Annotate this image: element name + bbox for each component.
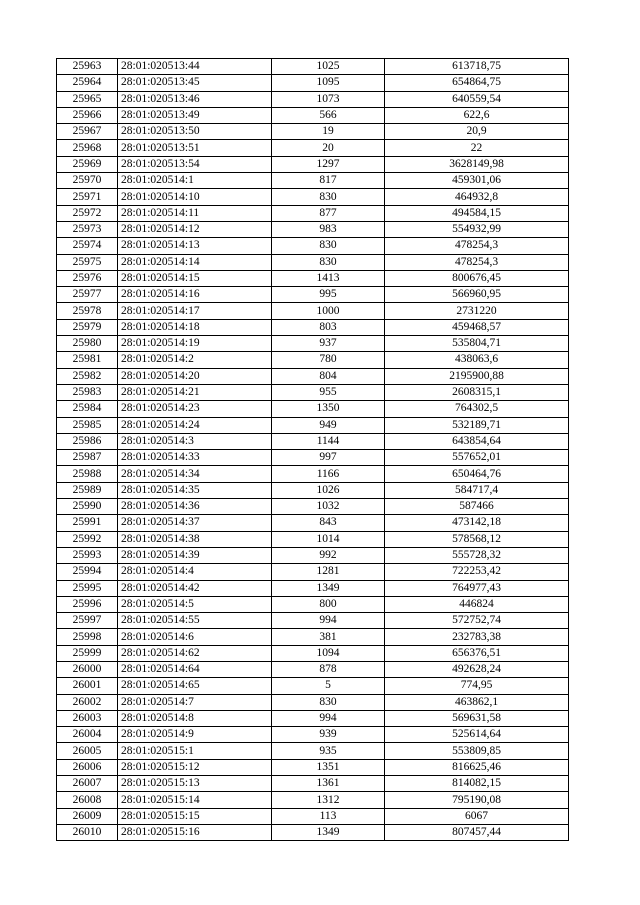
cadastral-number-cell: 28:01:020514:14 (118, 254, 272, 270)
area-value-cell: 1026 (272, 482, 385, 498)
cadastral-value-cell: 553809,85 (385, 743, 569, 759)
area-value-cell: 843 (272, 515, 385, 531)
area-value-cell: 830 (272, 189, 385, 205)
cadastral-number-cell: 28:01:020514:7 (118, 694, 272, 710)
row-number-cell: 25986 (57, 433, 118, 449)
table-row (57, 824, 569, 840)
row-number-cell: 25993 (57, 547, 118, 563)
row-number-cell: 25970 (57, 173, 118, 189)
area-value-cell: 935 (272, 743, 385, 759)
table-row (57, 303, 569, 319)
cadastral-value-cell: 494584,15 (385, 205, 569, 221)
cadastral-number-cell: 28:01:020514:21 (118, 384, 272, 400)
cadastral-number-cell: 28:01:020514:8 (118, 710, 272, 726)
table-row (57, 75, 569, 91)
table-row (57, 678, 569, 694)
row-number-cell: 26004 (57, 727, 118, 743)
table-row (57, 417, 569, 433)
cadastral-number-cell: 28:01:020514:18 (118, 319, 272, 335)
area-value-cell: 1361 (272, 776, 385, 792)
cadastral-value-cell: 572752,74 (385, 613, 569, 629)
cadastral-number-cell: 28:01:020514:15 (118, 270, 272, 286)
cadastral-value-cell: 532189,71 (385, 417, 569, 433)
cadastral-number-cell: 28:01:020514:65 (118, 678, 272, 694)
area-value-cell: 780 (272, 352, 385, 368)
cadastral-value-cell: 764302,5 (385, 401, 569, 417)
table-row (57, 694, 569, 710)
cadastral-number-cell: 28:01:020515:1 (118, 743, 272, 759)
row-number-cell: 25992 (57, 531, 118, 547)
table-row (57, 776, 569, 792)
table-row (57, 727, 569, 743)
area-value-cell: 939 (272, 727, 385, 743)
cadastral-value-cell: 2195900,88 (385, 368, 569, 384)
cadastral-value-cell: 463862,1 (385, 694, 569, 710)
row-number-cell: 25973 (57, 221, 118, 237)
cadastral-value-cell: 722253,42 (385, 564, 569, 580)
area-value-cell: 1025 (272, 59, 385, 75)
row-number-cell: 26000 (57, 661, 118, 677)
cadastral-value-cell: 807457,44 (385, 824, 569, 840)
row-number-cell: 25996 (57, 596, 118, 612)
table-row (57, 140, 569, 156)
cadastral-number-cell: 28:01:020514:35 (118, 482, 272, 498)
row-number-cell: 26006 (57, 759, 118, 775)
table-row (57, 384, 569, 400)
table-row (57, 433, 569, 449)
row-number-cell: 25999 (57, 645, 118, 661)
area-value-cell: 381 (272, 629, 385, 645)
area-value-cell: 1297 (272, 156, 385, 172)
row-number-cell: 25990 (57, 499, 118, 515)
row-number-cell: 26008 (57, 792, 118, 808)
area-value-cell: 992 (272, 547, 385, 563)
cadastral-number-cell: 28:01:020515:12 (118, 759, 272, 775)
area-value-cell: 878 (272, 661, 385, 677)
cadastral-value-cell: 492628,24 (385, 661, 569, 677)
cadastral-number-cell: 28:01:020515:14 (118, 792, 272, 808)
table-row (57, 319, 569, 335)
cadastral-value-cell: 464932,8 (385, 189, 569, 205)
table-row (57, 254, 569, 270)
area-value-cell: 803 (272, 319, 385, 335)
table-row (57, 270, 569, 286)
cadastral-value-cell: 459301,06 (385, 173, 569, 189)
table-row (57, 547, 569, 563)
cadastral-value-cell: 656376,51 (385, 645, 569, 661)
area-value-cell: 955 (272, 384, 385, 400)
cadastral-value-cell: 438063,6 (385, 352, 569, 368)
area-value-cell: 830 (272, 254, 385, 270)
row-number-cell: 25977 (57, 287, 118, 303)
table-row (57, 515, 569, 531)
cadastral-value-cell: 478254,3 (385, 254, 569, 270)
cadastral-number-cell: 28:01:020514:3 (118, 433, 272, 449)
row-number-cell: 25987 (57, 450, 118, 466)
cadastral-number-cell: 28:01:020514:17 (118, 303, 272, 319)
row-number-cell: 25969 (57, 156, 118, 172)
cadastral-value-cell: 587466 (385, 499, 569, 515)
cadastral-number-cell: 28:01:020514:37 (118, 515, 272, 531)
area-value-cell: 1351 (272, 759, 385, 775)
table-row (57, 710, 569, 726)
area-value-cell: 800 (272, 596, 385, 612)
cadastral-value-cell: 554932,99 (385, 221, 569, 237)
row-number-cell: 25988 (57, 466, 118, 482)
row-number-cell: 25975 (57, 254, 118, 270)
table-row (57, 401, 569, 417)
cadastral-number-cell: 28:01:020514:55 (118, 613, 272, 629)
cadastral-number-cell: 28:01:020514:23 (118, 401, 272, 417)
table-row (57, 189, 569, 205)
row-number-cell: 25991 (57, 515, 118, 531)
table-row (57, 287, 569, 303)
area-value-cell: 113 (272, 808, 385, 824)
table-row (57, 482, 569, 498)
cadastral-number-cell: 28:01:020514:16 (118, 287, 272, 303)
area-value-cell: 1349 (272, 580, 385, 596)
cadastral-number-cell: 28:01:020514:5 (118, 596, 272, 612)
cadastral-value-cell: 578568,12 (385, 531, 569, 547)
cadastral-number-cell: 28:01:020514:6 (118, 629, 272, 645)
cadastral-number-cell: 28:01:020513:44 (118, 59, 272, 75)
row-number-cell: 26010 (57, 824, 118, 840)
table-row (57, 156, 569, 172)
cadastral-number-cell: 28:01:020514:2 (118, 352, 272, 368)
row-number-cell: 25980 (57, 336, 118, 352)
area-value-cell: 1014 (272, 531, 385, 547)
cadastral-value-cell: 2731220 (385, 303, 569, 319)
row-number-cell: 25967 (57, 124, 118, 140)
table-row (57, 91, 569, 107)
table-row (57, 499, 569, 515)
cadastral-value-cell: 525614,64 (385, 727, 569, 743)
cadastral-number-cell: 28:01:020514:39 (118, 547, 272, 563)
area-value-cell: 1000 (272, 303, 385, 319)
cadastral-value-cell: 22 (385, 140, 569, 156)
table-row (57, 336, 569, 352)
area-value-cell: 1349 (272, 824, 385, 840)
area-value-cell: 994 (272, 710, 385, 726)
area-value-cell: 817 (272, 173, 385, 189)
cadastral-value-cell: 535804,71 (385, 336, 569, 352)
cadastral-number-cell: 28:01:020513:50 (118, 124, 272, 140)
row-number-cell: 25979 (57, 319, 118, 335)
row-number-cell: 26009 (57, 808, 118, 824)
area-value-cell: 997 (272, 450, 385, 466)
cadastral-value-cell: 774,95 (385, 678, 569, 694)
area-value-cell: 983 (272, 221, 385, 237)
area-value-cell: 19 (272, 124, 385, 140)
row-number-cell: 25998 (57, 629, 118, 645)
cadastral-value-cell: 654864,75 (385, 75, 569, 91)
cadastral-value-cell: 584717,4 (385, 482, 569, 498)
area-value-cell: 830 (272, 238, 385, 254)
row-number-cell: 26001 (57, 678, 118, 694)
area-value-cell: 1413 (272, 270, 385, 286)
cadastral-number-cell: 28:01:020514:33 (118, 450, 272, 466)
cadastral-number-cell: 28:01:020513:51 (118, 140, 272, 156)
area-value-cell: 995 (272, 287, 385, 303)
table-row (57, 743, 569, 759)
cadastral-number-cell: 28:01:020514:20 (118, 368, 272, 384)
table-row (57, 352, 569, 368)
cadastral-number-cell: 28:01:020514:34 (118, 466, 272, 482)
row-number-cell: 25984 (57, 401, 118, 417)
cadastral-value-cell: 613718,75 (385, 59, 569, 75)
cadastral-number-cell: 28:01:020514:13 (118, 238, 272, 254)
table-row (57, 580, 569, 596)
area-value-cell: 1144 (272, 433, 385, 449)
table-row (57, 661, 569, 677)
cadastral-value-cell: 569631,58 (385, 710, 569, 726)
area-value-cell: 830 (272, 694, 385, 710)
table-row (57, 531, 569, 547)
row-number-cell: 25963 (57, 59, 118, 75)
area-value-cell: 804 (272, 368, 385, 384)
cadastral-number-cell: 28:01:020513:46 (118, 91, 272, 107)
cadastral-number-cell: 28:01:020514:9 (118, 727, 272, 743)
row-number-cell: 25966 (57, 107, 118, 123)
table-row (57, 173, 569, 189)
table-row (57, 596, 569, 612)
row-number-cell: 25983 (57, 384, 118, 400)
row-number-cell: 25995 (57, 580, 118, 596)
table-row (57, 808, 569, 824)
area-value-cell: 1350 (272, 401, 385, 417)
table-row (57, 368, 569, 384)
area-value-cell: 1073 (272, 91, 385, 107)
cadastral-value-cell: 643854,64 (385, 433, 569, 449)
area-value-cell: 949 (272, 417, 385, 433)
cadastral-number-cell: 28:01:020514:42 (118, 580, 272, 596)
row-number-cell: 25978 (57, 303, 118, 319)
cadastral-number-cell: 28:01:020515:15 (118, 808, 272, 824)
area-value-cell: 1281 (272, 564, 385, 580)
area-value-cell: 1095 (272, 75, 385, 91)
cadastral-number-cell: 28:01:020514:19 (118, 336, 272, 352)
row-number-cell: 25968 (57, 140, 118, 156)
cadastral-number-cell: 28:01:020513:54 (118, 156, 272, 172)
cadastral-number-cell: 28:01:020513:45 (118, 75, 272, 91)
row-number-cell: 25985 (57, 417, 118, 433)
row-number-cell: 26003 (57, 710, 118, 726)
row-number-cell: 26005 (57, 743, 118, 759)
cadastral-number-cell: 28:01:020514:64 (118, 661, 272, 677)
cadastral-value-cell: 6067 (385, 808, 569, 824)
table-row (57, 205, 569, 221)
cadastral-number-cell: 28:01:020514:10 (118, 189, 272, 205)
row-number-cell: 25989 (57, 482, 118, 498)
cadastral-number-cell: 28:01:020514:11 (118, 205, 272, 221)
row-number-cell: 25997 (57, 613, 118, 629)
table-row (57, 645, 569, 661)
table-row (57, 613, 569, 629)
cadastral-value-cell: 557652,01 (385, 450, 569, 466)
cadastral-number-cell: 28:01:020514:12 (118, 221, 272, 237)
row-number-cell: 26007 (57, 776, 118, 792)
row-number-cell: 25982 (57, 368, 118, 384)
area-value-cell: 1032 (272, 499, 385, 515)
cadastral-value-cell: 2608315,1 (385, 384, 569, 400)
table-row (57, 466, 569, 482)
table-row (57, 238, 569, 254)
row-number-cell: 25971 (57, 189, 118, 205)
area-value-cell: 877 (272, 205, 385, 221)
table-row (57, 124, 569, 140)
row-number-cell: 26002 (57, 694, 118, 710)
cadastral-number-cell: 28:01:020514:24 (118, 417, 272, 433)
row-number-cell: 25981 (57, 352, 118, 368)
table-row (57, 564, 569, 580)
cadastral-number-cell: 28:01:020514:38 (118, 531, 272, 547)
row-number-cell: 25965 (57, 91, 118, 107)
cadastral-value-cell: 800676,45 (385, 270, 569, 286)
cadastral-value-cell: 446824 (385, 596, 569, 612)
table-row (57, 629, 569, 645)
cadastral-value-cell: 3628149,98 (385, 156, 569, 172)
cadastral-value-cell: 566960,95 (385, 287, 569, 303)
table-row (57, 221, 569, 237)
area-value-cell: 566 (272, 107, 385, 123)
area-value-cell: 994 (272, 613, 385, 629)
cadastral-value-cell: 473142,18 (385, 515, 569, 531)
cadastral-value-cell: 459468,57 (385, 319, 569, 335)
parcel-table (56, 58, 569, 841)
cadastral-number-cell: 28:01:020514:62 (118, 645, 272, 661)
row-number-cell: 25972 (57, 205, 118, 221)
row-number-cell: 25974 (57, 238, 118, 254)
cadastral-value-cell: 795190,08 (385, 792, 569, 808)
area-value-cell: 5 (272, 678, 385, 694)
parcel-table-body (57, 59, 569, 841)
table-row (57, 792, 569, 808)
table-row (57, 59, 569, 75)
row-number-cell: 25964 (57, 75, 118, 91)
cadastral-number-cell: 28:01:020514:1 (118, 173, 272, 189)
area-value-cell: 1312 (272, 792, 385, 808)
cadastral-value-cell: 478254,3 (385, 238, 569, 254)
table-row (57, 450, 569, 466)
area-value-cell: 1166 (272, 466, 385, 482)
cadastral-value-cell: 555728,32 (385, 547, 569, 563)
cadastral-value-cell: 816625,46 (385, 759, 569, 775)
cadastral-number-cell: 28:01:020514:4 (118, 564, 272, 580)
area-value-cell: 1094 (272, 645, 385, 661)
cadastral-number-cell: 28:01:020515:13 (118, 776, 272, 792)
area-value-cell: 20 (272, 140, 385, 156)
cadastral-number-cell: 28:01:020515:16 (118, 824, 272, 840)
cadastral-number-cell: 28:01:020514:36 (118, 499, 272, 515)
cadastral-value-cell: 20,9 (385, 124, 569, 140)
area-value-cell: 937 (272, 336, 385, 352)
cadastral-value-cell: 650464,76 (385, 466, 569, 482)
table-row (57, 759, 569, 775)
cadastral-value-cell: 622,6 (385, 107, 569, 123)
row-number-cell: 25994 (57, 564, 118, 580)
row-number-cell: 25976 (57, 270, 118, 286)
cadastral-value-cell: 814082,15 (385, 776, 569, 792)
table-row (57, 107, 569, 123)
cadastral-value-cell: 764977,43 (385, 580, 569, 596)
cadastral-value-cell: 640559,54 (385, 91, 569, 107)
cadastral-value-cell: 232783,38 (385, 629, 569, 645)
cadastral-number-cell: 28:01:020513:49 (118, 107, 272, 123)
